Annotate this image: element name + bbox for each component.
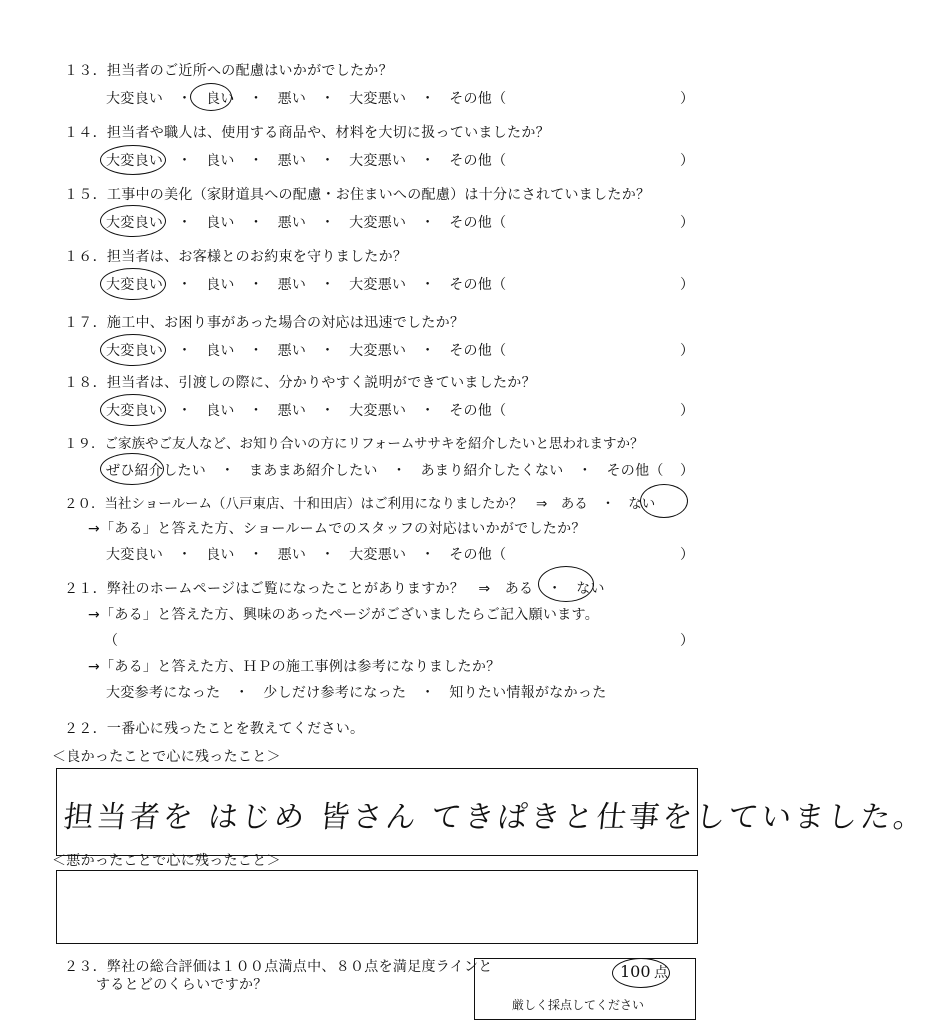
bad-memory-label: ＜悪かったことで心に残ったこと＞ [52,853,281,869]
q19-close-paren: ） [680,463,694,479]
q21-close-paren: ） [680,633,694,649]
q17-options: 大変良い ・ 良い ・ 悪い ・ 大変悪い ・ その他（ [106,343,507,359]
q19-options: ぜひ紹介したい ・ まあまあ紹介したい ・ あまり紹介したくない ・ その他（ [106,463,664,479]
q16-options: 大変良い ・ 良い ・ 悪い ・ 大変悪い ・ その他（ [106,277,507,293]
q13-close-paren: ） [680,91,694,107]
score-value: 100 [620,962,651,981]
question-19: １９．ご家族やご友人など、お知り合いの方にリフォームササキを紹介したいと思われますか？ [64,436,644,452]
score-note: 厳しく採点してください [512,998,645,1012]
q21-options: 大変参考になった ・ 少しだけ参考になった ・ 知りたい情報がなかった [106,685,607,701]
q18-options: 大変良い ・ 良い ・ 悪い ・ 大変悪い ・ その他（ [106,403,507,419]
question-22: ２２．一番心に残ったことを教えてください。 [64,721,365,737]
q21-open-paren: （ [104,633,118,649]
q20-options: 大変良い ・ 良い ・ 悪い ・ 大変悪い ・ その他（ [106,547,507,563]
q16-close-paren: ） [680,277,694,293]
question-21: ２１．弊社のホームページはご覧になったことがありますか？ ⇒ ある ・ ない [64,581,605,597]
question-23-line-1: ２３．弊社の総合評価は１００点満点中、８０点を満足度ラインと [64,959,493,975]
question-20: ２０．当社ショールーム（八戸東店、十和田店）はご利用になりましたか？ ⇒ ある ・ ない [64,496,656,512]
question-17: １７．施工中、お困り事があった場合の対応は迅速でしたか？ [64,315,465,331]
q13-options: 大変良い ・ 良い ・ 悪い ・ 大変悪い ・ その他（ [106,91,507,107]
question-13: １３．担当者のご近所への配慮はいかがでしたか？ [64,63,393,79]
q15-options: 大変良い ・ 良い ・ 悪い ・ 大変悪い ・ その他（ [106,215,507,231]
question-15: １５．工事中の美化（家財道具への配慮・お住まいへの配慮）は十分にされていましたか？ [64,187,651,203]
question-23-line-2: するとどのくらいですか？ [96,977,268,993]
q15-close-paren: ） [680,215,694,231]
q18-close-paren: ） [680,403,694,419]
good-memory-label: ＜良かったことで心に残ったこと＞ [52,749,281,765]
q14-close-paren: ） [680,153,694,169]
q21-sub-question-2: →「ある」と答えた方、ＨＰの施工事例は参考になりましたか？ [88,659,501,675]
q20-sub-question: →「ある」と答えた方、ショールームでのスタッフの対応はいかがでしたか？ [88,521,586,537]
q17-close-paren: ） [680,343,694,359]
q14-options: 大変良い ・ 良い ・ 悪い ・ 大変悪い ・ その他（ [106,153,507,169]
bad-memory-box [56,870,698,944]
question-14: １４．担当者や職人は、使用する商品や、材料を大切に扱っていましたか？ [64,125,550,141]
score-unit: 点 [654,965,668,981]
q21-sub-question-1: →「ある」と答えた方、興味のあったページがございましたらご記入願います。 [88,607,599,623]
q20-close-paren: ） [680,547,694,563]
good-memory-answer: 担当者を はじめ 皆さん てきぱきと仕事をしていました。 [61,800,929,835]
question-16: １６．担当者は、お客様とのお約束を守りましたか？ [64,249,408,265]
question-18: １８．担当者は、引渡しの際に、分かりやすく説明ができていましたか？ [64,375,536,391]
